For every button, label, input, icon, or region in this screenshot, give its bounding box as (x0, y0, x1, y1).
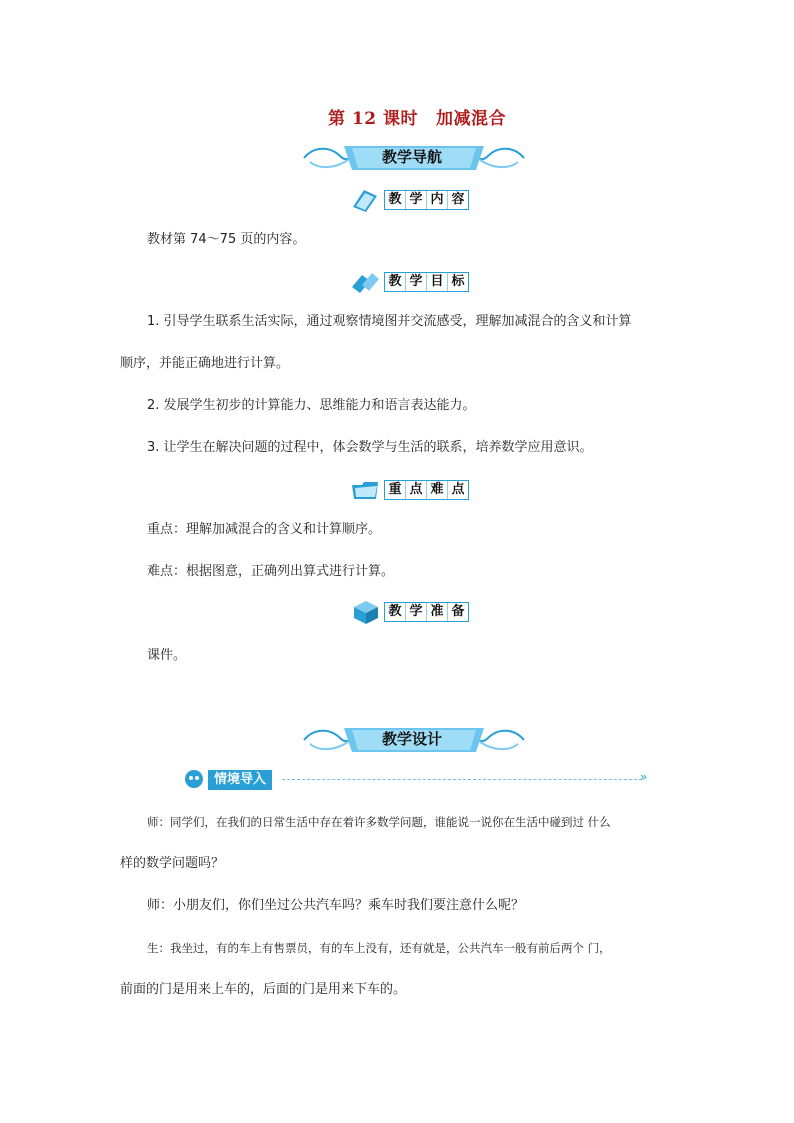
goal-2: 2. 发展学生初步的计算能力、思维能力和语言表达能力。 (147, 398, 476, 413)
prep-text: 课件。 (147, 648, 187, 663)
section-teaching-goals (350, 268, 469, 296)
scene-intro-tag: 情境导入 (208, 770, 272, 790)
section-char: 教 (385, 273, 406, 291)
chat-icon (182, 768, 208, 790)
section-teaching-content (350, 186, 469, 214)
section-title-box (384, 272, 469, 292)
section-title-box (384, 190, 469, 210)
section-char: 点 (406, 481, 427, 499)
section-char: 目 (427, 273, 448, 291)
section-char: 内 (427, 191, 448, 209)
page-title (0, 104, 794, 129)
section-teaching-prep (350, 598, 469, 626)
double-chevron-icon: » (640, 770, 648, 784)
section-char: 难 (427, 481, 448, 499)
banner-label: 教学设计 (381, 730, 442, 748)
folder-icon (350, 477, 380, 503)
dialogue-teacher-1-line-2: 样的数学问题吗？ (120, 856, 225, 871)
book-icon (350, 187, 380, 213)
section-title-box (384, 602, 469, 622)
section-char: 教 (385, 603, 406, 621)
section-char: 标 (451, 274, 465, 289)
key-difficulty: 难点：根据图意，正确列出算式进行计算。 (147, 564, 395, 579)
section-char: 学 (406, 191, 427, 209)
section-char: 容 (451, 192, 465, 207)
goal-1-line-2: 顺序，并能正确地进行计算。 (120, 356, 290, 371)
lesson-topic: 加减混合 (436, 109, 506, 129)
content-text: 教材第 74～75 页的内容。 (147, 232, 306, 247)
section-char: 准 (427, 603, 448, 621)
dialogue-student-1-line-2: 前面的门是用来上车的，后面的门是用来下车的。 (120, 982, 407, 997)
key-focus: 重点：理解加减混合的含义和计算顺序。 (147, 522, 382, 537)
section-title-box (384, 480, 469, 500)
section-char: 重 (385, 481, 406, 499)
dialogue-teacher-1-line-1: 师：同学们，在我们的日常生活中存在着许多数学问题，谁能说一说你在生活中碰到过 什么 (147, 815, 611, 829)
section-char: 教 (385, 191, 406, 209)
lesson-number: 第 12 课时 (328, 109, 418, 129)
banner-label: 教学导航 (381, 148, 442, 166)
dashed-divider (282, 779, 642, 780)
goal-1-line-1: 1. 引导学生联系生活实际，通过观察情境图并交流感受，理解加减混合的含义和计算 (147, 314, 632, 329)
banner-teaching-design (300, 724, 528, 756)
section-char: 学 (406, 273, 427, 291)
goal-3: 3. 让学生在解决问题的过程中，体会数学与生活的联系，培养数学应用意识。 (147, 440, 593, 455)
section-key-points (350, 476, 469, 504)
dialogue-student-1-line-1: 生：我坐过，有的车上有售票员，有的车上没有，还有就是，公共汽车一般有前后两个 门， (147, 941, 611, 955)
section-char: 备 (451, 604, 465, 619)
cube-icon (350, 599, 380, 625)
section-char: 点 (451, 482, 465, 497)
books-icon (350, 269, 380, 295)
scene-intro-header (178, 768, 658, 790)
section-char: 学 (406, 603, 427, 621)
banner-teaching-nav (300, 142, 528, 174)
dialogue-teacher-2: 师：小朋友们，你们坐过公共汽车吗？乘车时我们要注意什么呢？ (147, 898, 525, 913)
